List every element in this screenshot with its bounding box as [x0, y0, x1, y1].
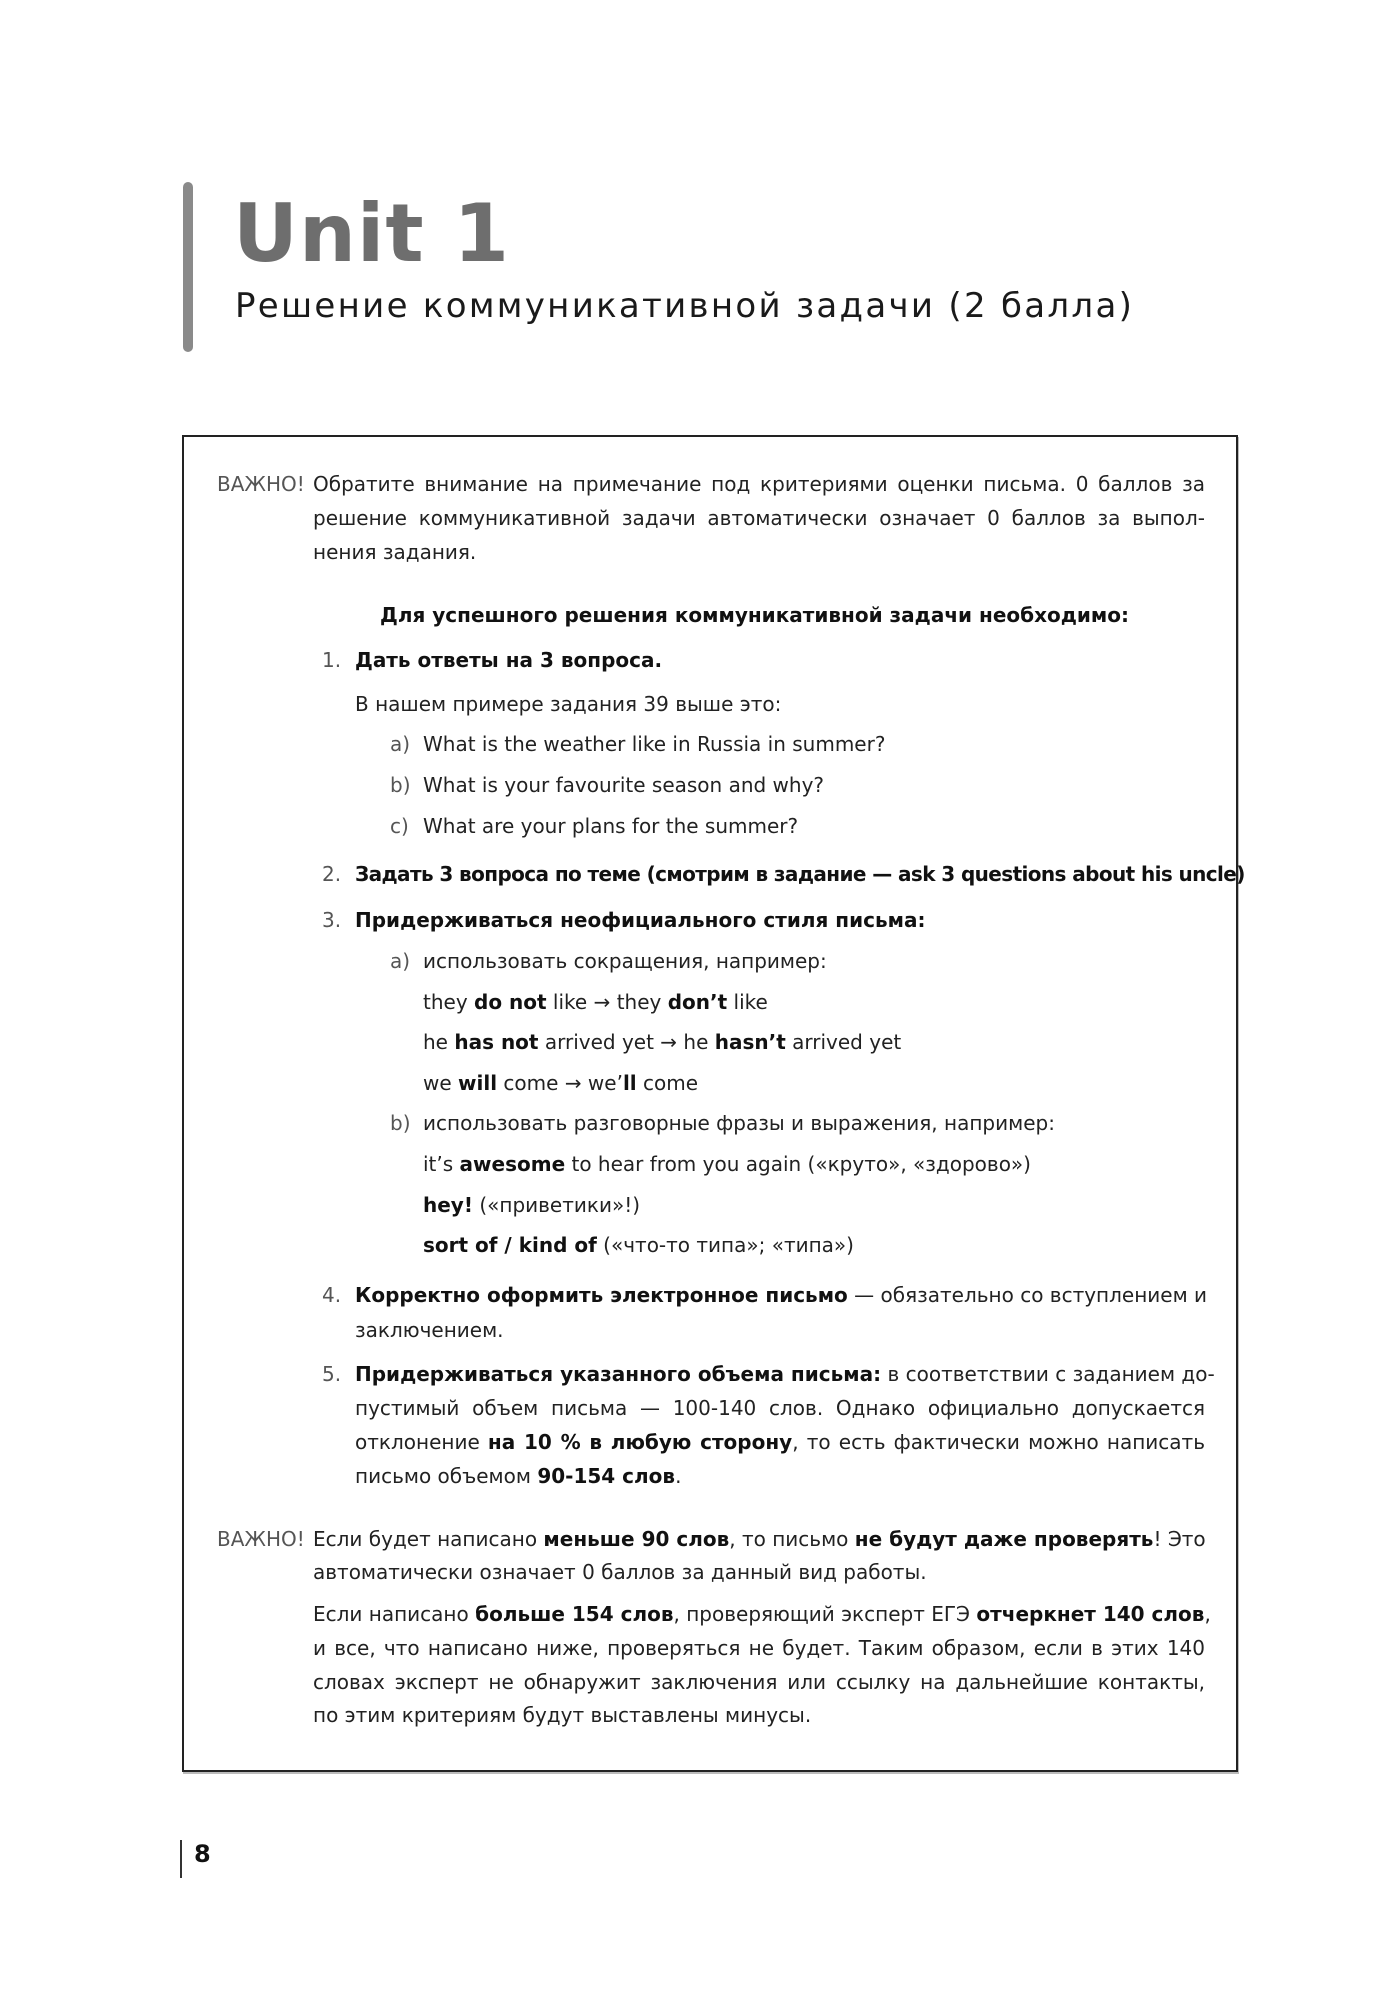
item-4-line-1: Корректно оформить электронное письмо — обязательно со вступлением и: [355, 1283, 1208, 1307]
important-label-2: ВАЖНО!: [217, 1527, 305, 1551]
item-1-sub-c-text: What are your plans for the summer?: [423, 814, 799, 838]
item-3-sub-b-label: b): [390, 1111, 411, 1135]
contraction-example-1: they do not like → they don’t like: [423, 990, 768, 1014]
important2-line-6: по этим критериям будут выставлены минусы.: [313, 1703, 812, 1727]
item-3-number: 3.: [322, 908, 342, 932]
item-1-sub-b-text: What is your favourite season and why?: [423, 773, 825, 797]
contraction-example-3: we will come → we’ll come: [423, 1071, 699, 1095]
important2-line-3: Если написано больше 154 слов, проверяющий эксперт ЕГЭ отчеркнет 140 слов,: [313, 1602, 1211, 1626]
important2-line-4: и все, что написано ниже, проверяться не будет. Таким образом, если в этих 140: [313, 1636, 1205, 1660]
section-heading: Для успешного решения коммуникативной задачи необходимо:: [380, 603, 1130, 627]
title-accent-bar: [183, 182, 193, 352]
important-label: ВАЖНО!: [217, 472, 305, 496]
item-4-number: 4.: [322, 1283, 342, 1307]
unit-title: Unit 1: [233, 187, 511, 280]
page-number: 8: [194, 1840, 211, 1868]
item-2-title: Задать 3 вопроса по теме (смотрим в задание — ask 3 questions about his uncle): [355, 862, 1245, 886]
phrase-example-2: hey! («приветики»!): [423, 1193, 641, 1217]
item-1-sub-a-text: What is the weather like in Russia in summer?: [423, 732, 886, 756]
item-5-number: 5.: [322, 1362, 342, 1386]
item-2-number: 2.: [322, 862, 342, 886]
phrase-example-1: it’s awesome to hear from you again («круто», «здорово»): [423, 1152, 1031, 1176]
item-4-line-2: заключением.: [355, 1318, 504, 1342]
item-1-title: Дать ответы на 3 вопроса.: [355, 648, 663, 672]
important2-line-5: словах эксперт не обнаружит заключения или ссылку на дальнейшие контакты,: [313, 1670, 1205, 1694]
item-5-line-3: отклонение на 10 % в любую сторону, то есть фактически можно написать: [355, 1430, 1205, 1454]
item-5-line-4: письмо объемом 90-154 слов.: [355, 1464, 682, 1488]
important2-line-1: Если будет написано меньше 90 слов, то письмо не будут даже проверять! Это: [313, 1527, 1206, 1551]
unit-subtitle: Решение коммуникативной задачи (2 балла): [235, 286, 1135, 326]
intro-line-3: нения задания.: [313, 540, 477, 564]
important2-line-2: автоматически означает 0 баллов за данный вид работы.: [313, 1560, 927, 1584]
intro-line-1: Обратите внимание на примечание под критериями оценки письма. 0 баллов за: [313, 472, 1205, 496]
phrase-example-3: sort of / kind of («что-то типа»; «типа»): [423, 1233, 854, 1257]
page-number-marker: [180, 1840, 182, 1878]
item-1-sub-b-label: b): [390, 773, 411, 797]
item-5-line-2: пустимый объем письма — 100-140 слов. Однако официально допускается: [355, 1396, 1205, 1420]
item-1-sub-c-label: c): [390, 814, 409, 838]
contraction-example-2: he has not arrived yet → he hasn’t arrived yet: [423, 1030, 902, 1054]
item-3-sub-a-label: a): [390, 949, 411, 973]
intro-line-2: решение коммуникативной задачи автоматически означает 0 баллов за выпол-: [313, 506, 1205, 530]
item-1-number: 1.: [322, 648, 342, 672]
item-5-line-1: Придерживаться указанного объема письма: в соответствии с заданием до-: [355, 1362, 1215, 1386]
item-3-title: Придерживаться неофициального стиля письма:: [355, 908, 926, 932]
item-3-sub-a-text: использовать сокращения, например:: [423, 949, 827, 973]
item-1-sub-a-label: a): [390, 732, 411, 756]
item-3-sub-b-text: использовать разговорные фразы и выражения, например:: [423, 1111, 1055, 1135]
item-1-note: В нашем примере задания 39 выше это:: [355, 692, 782, 716]
